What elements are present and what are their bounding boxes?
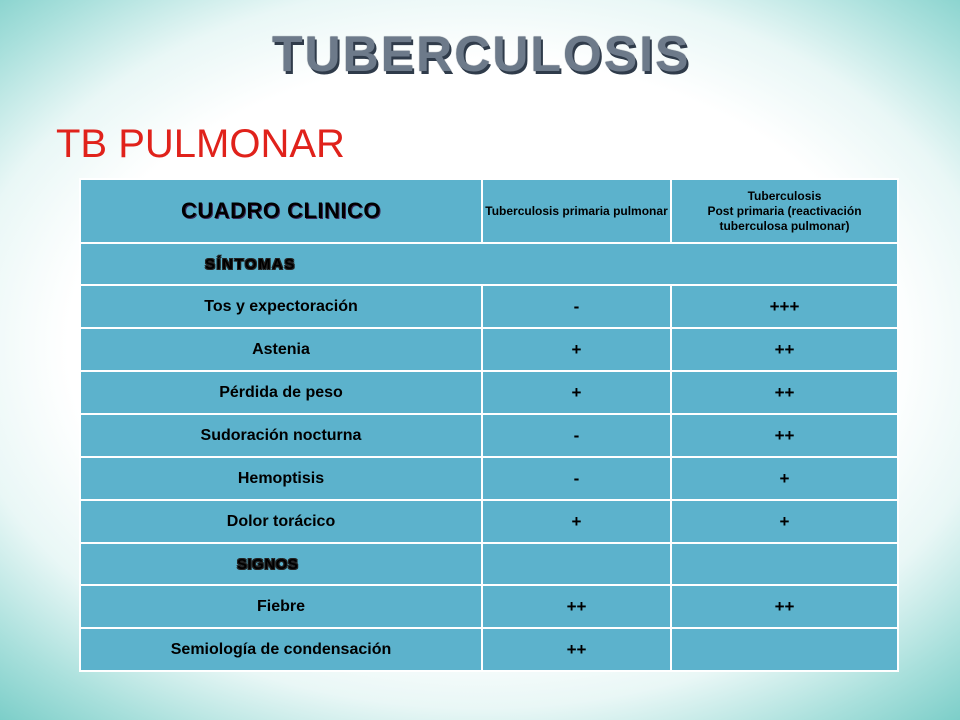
post-primary-value — [671, 628, 898, 671]
symptom-name: Sudoración nocturna — [80, 414, 482, 457]
table-row — [80, 500, 898, 543]
sign-name: Fiebre — [80, 585, 482, 628]
section-label-sintomas: SÍNTOMAS — [80, 243, 898, 285]
primary-value: ++ — [482, 628, 671, 671]
header-post-primary-tb — [671, 179, 898, 243]
header-cuadro-clinico: CUADRO CLINICO — [80, 179, 482, 243]
symptom-name: Hemoptisis — [80, 457, 482, 500]
post-primary-value: + — [671, 457, 898, 500]
slide-title: TUBERCULOSIS — [272, 26, 691, 82]
post-primary-value: +++ — [671, 285, 898, 328]
table-header-row — [80, 179, 898, 243]
post-primary-value: + — [671, 500, 898, 543]
primary-value: ++ — [482, 585, 671, 628]
table-row — [80, 585, 898, 628]
post-primary-value: ++ — [671, 414, 898, 457]
primary-value: + — [482, 500, 671, 543]
table-row — [80, 371, 898, 414]
primary-value: + — [482, 328, 671, 371]
symptom-name: Dolor torácico — [80, 500, 482, 543]
primary-value: + — [482, 371, 671, 414]
empty-cell — [482, 543, 671, 585]
post-primary-value: ++ — [671, 371, 898, 414]
header-primary-tb: Tuberculosis primaria pulmonar — [482, 179, 671, 243]
empty-cell — [671, 543, 898, 585]
header-post-primary-line2: Post primaria (reactivación tuberculosa pulmonar) — [707, 203, 862, 233]
table-row — [80, 328, 898, 371]
slide-subtitle: TB PULMONAR — [56, 122, 345, 166]
post-primary-value: ++ — [671, 328, 898, 371]
primary-value: - — [482, 285, 671, 328]
table-row — [80, 628, 898, 671]
primary-value: - — [482, 414, 671, 457]
table-row — [80, 414, 898, 457]
table-row — [80, 457, 898, 500]
section-row-signos — [80, 543, 898, 585]
section-label-signos: SIGNOS — [80, 543, 482, 585]
symptom-name: Pérdida de peso — [80, 371, 482, 414]
post-primary-value: ++ — [671, 585, 898, 628]
sign-name: Semiología de condensación — [80, 628, 482, 671]
primary-value: - — [482, 457, 671, 500]
section-row-sintomas — [80, 243, 898, 285]
symptom-name: Tos y expectoración — [80, 285, 482, 328]
symptom-name: Astenia — [80, 328, 482, 371]
header-post-primary-line1: Tuberculosis — [747, 188, 822, 203]
table-row — [80, 285, 898, 328]
clinical-table — [79, 178, 899, 672]
